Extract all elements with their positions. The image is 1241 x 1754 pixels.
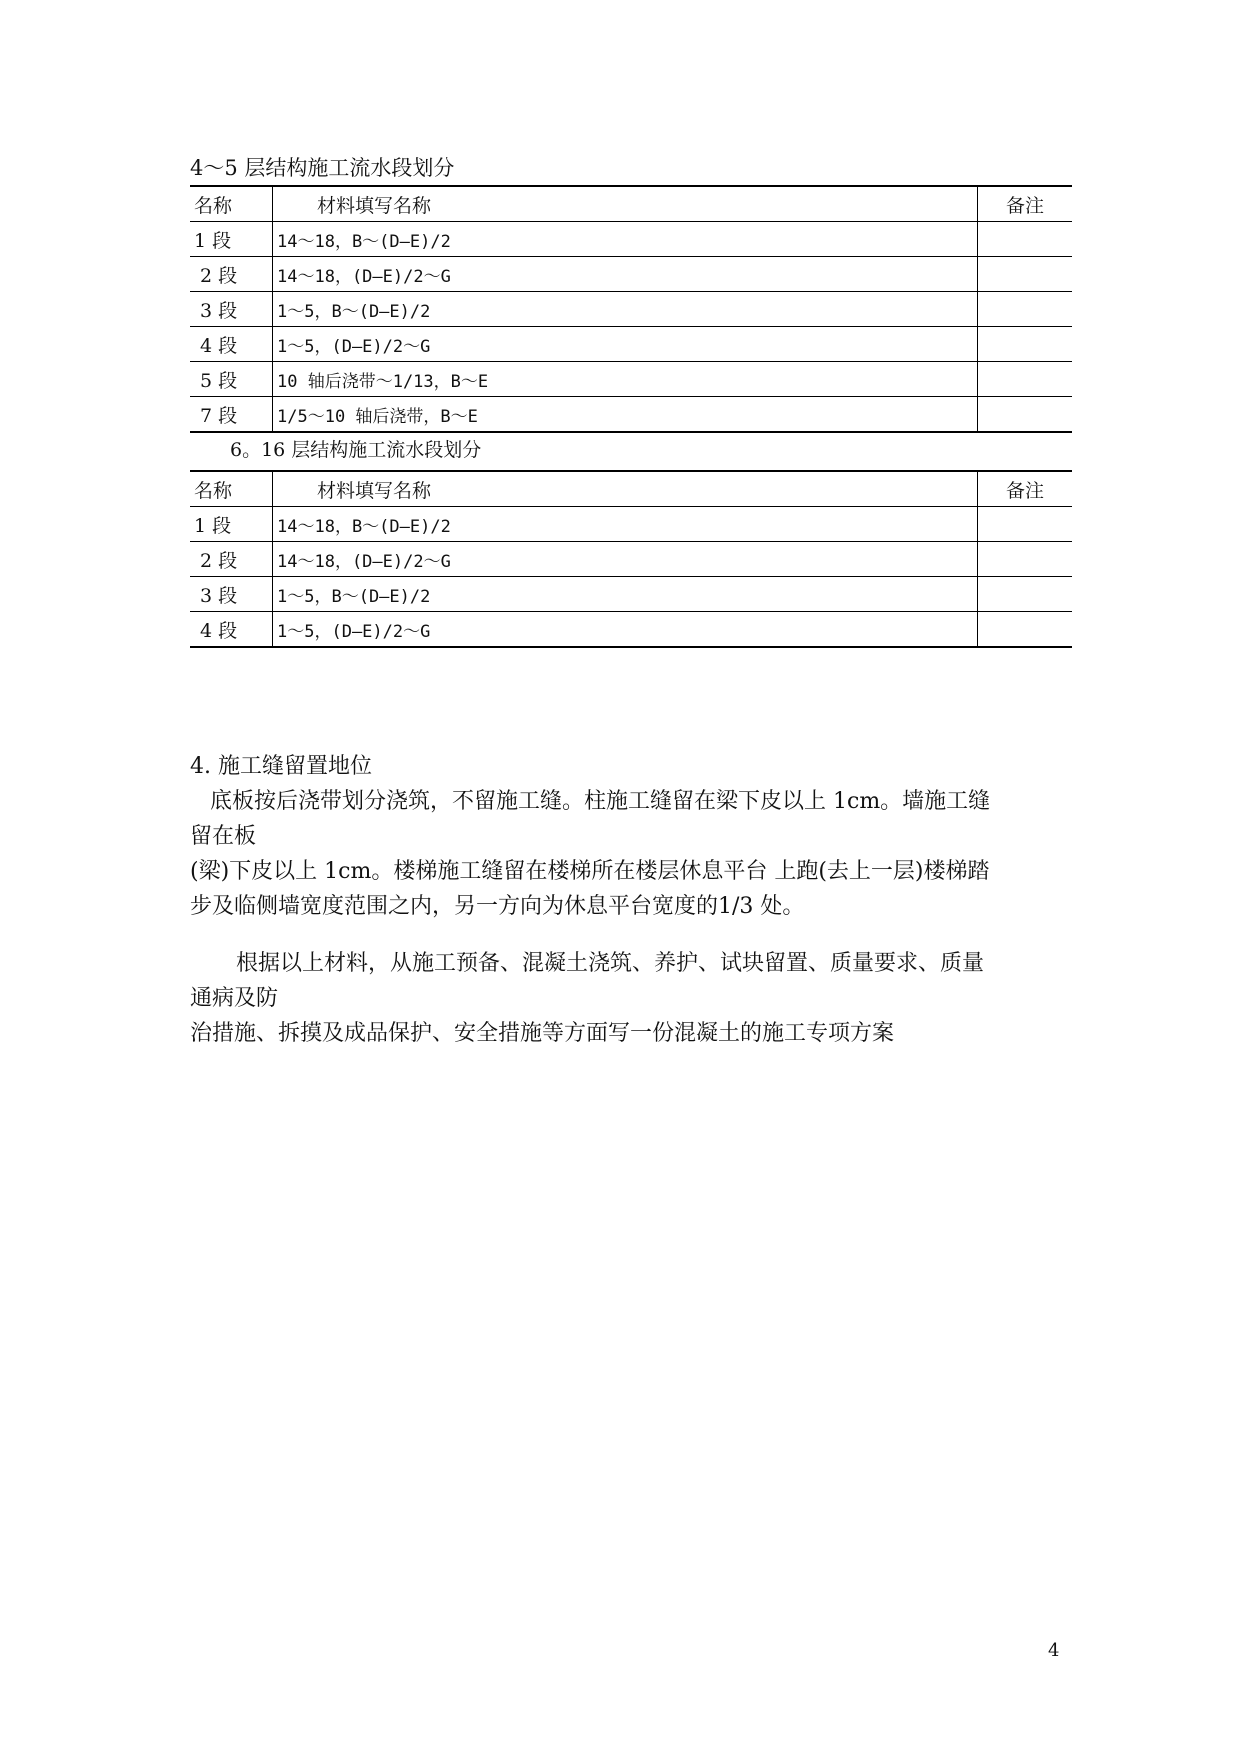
segment-material: 1～5，(D—E)/2～G [273, 327, 978, 362]
segment-note [978, 507, 1073, 542]
segment-name: 3 段 [190, 577, 273, 612]
segment-note [978, 362, 1073, 397]
table1-header-row [190, 186, 1072, 222]
segment-name: 2 段 [190, 257, 273, 292]
table1-header-note: 备注 [978, 186, 1073, 222]
segment-note [978, 257, 1073, 292]
segment-name: 1 段 [190, 507, 273, 542]
table2-header-row [190, 471, 1072, 507]
segment-name: 5 段 [190, 362, 273, 397]
segment-note [978, 397, 1073, 433]
segment-material: 10 轴后浇带～1/13，B～E [273, 362, 978, 397]
segment-name: 1 段 [190, 222, 273, 257]
segment-note [978, 292, 1073, 327]
segment-material: 14～18，B～(D—E)/2 [273, 222, 978, 257]
paragraph-line: 根据以上材料，从施工预备、混凝土浇筑、养护、试块留置、质量要求、质量 [236, 951, 985, 976]
table2-header-note: 备注 [978, 471, 1073, 507]
segment-name: 4 段 [190, 327, 273, 362]
section4-paragraph [190, 784, 1070, 924]
table-row [190, 257, 1072, 292]
table-row [190, 577, 1072, 612]
paragraph-line: 治措施、拆摸及成品保护、安全措施等方面写一份混凝土的施工专项方案 [190, 1021, 895, 1046]
section-heading: 4. 施工缝留置地位 [190, 754, 372, 779]
segment-note [978, 612, 1073, 648]
table-row [190, 612, 1072, 648]
table-row [190, 362, 1072, 397]
task-paragraph [190, 946, 1070, 1051]
table2-header-name: 名称 [190, 471, 273, 507]
table1-flow-segments [190, 185, 1072, 433]
paragraph-line: 通病及防 [190, 986, 279, 1011]
segment-material: 1～5，B～(D—E)/2 [273, 292, 978, 327]
paragraph-line: 底板按后浇带划分浇筑，不留施工缝。柱施工缝留在梁下皮以上 1cm。墙施工缝 [210, 789, 991, 814]
table1-header-name: 名称 [190, 186, 273, 222]
segment-material: 1～5，(D—E)/2～G [273, 612, 978, 648]
table2-flow-segments [190, 470, 1072, 648]
page-number: 4 [1048, 1640, 1060, 1661]
segment-material: 14～18，(D—E)/2～G [273, 542, 978, 577]
segment-name: 2 段 [190, 542, 273, 577]
segment-material: 1/5～10 轴后浇带，B～E [273, 397, 978, 433]
table2-caption: 6。16 层结构施工流水段划分 [230, 439, 482, 461]
segment-note [978, 577, 1073, 612]
segment-note [978, 222, 1073, 257]
segment-material: 1～5，B～(D—E)/2 [273, 577, 978, 612]
paragraph-line: 步及临侧墙宽度范围之内，另一方向为休息平台宽度的1/3 处。 [190, 894, 805, 919]
table-row [190, 222, 1072, 257]
table-row [190, 507, 1072, 542]
segment-material: 14～18，B～(D—E)/2 [273, 507, 978, 542]
table2-header-material: 材料填写名称 [273, 471, 978, 507]
segment-name: 4 段 [190, 612, 273, 648]
segment-material: 14～18，(D—E)/2～G [273, 257, 978, 292]
table-row [190, 327, 1072, 362]
table1-caption: 4～5 层结构施工流水段划分 [190, 156, 455, 180]
segment-name: 3 段 [190, 292, 273, 327]
segment-note [978, 327, 1073, 362]
table-row [190, 397, 1072, 433]
segment-note [978, 542, 1073, 577]
table-row [190, 292, 1072, 327]
paragraph-line: (梁)下皮以上 1cm。楼梯施工缝留在楼梯所在楼层休息平台 上跑(去上一层)楼梯踏 [190, 859, 990, 884]
segment-name: 7 段 [190, 397, 273, 433]
table-row [190, 542, 1072, 577]
paragraph-line: 留在板 [190, 824, 257, 849]
table1-header-material: 材料填写名称 [273, 186, 978, 222]
